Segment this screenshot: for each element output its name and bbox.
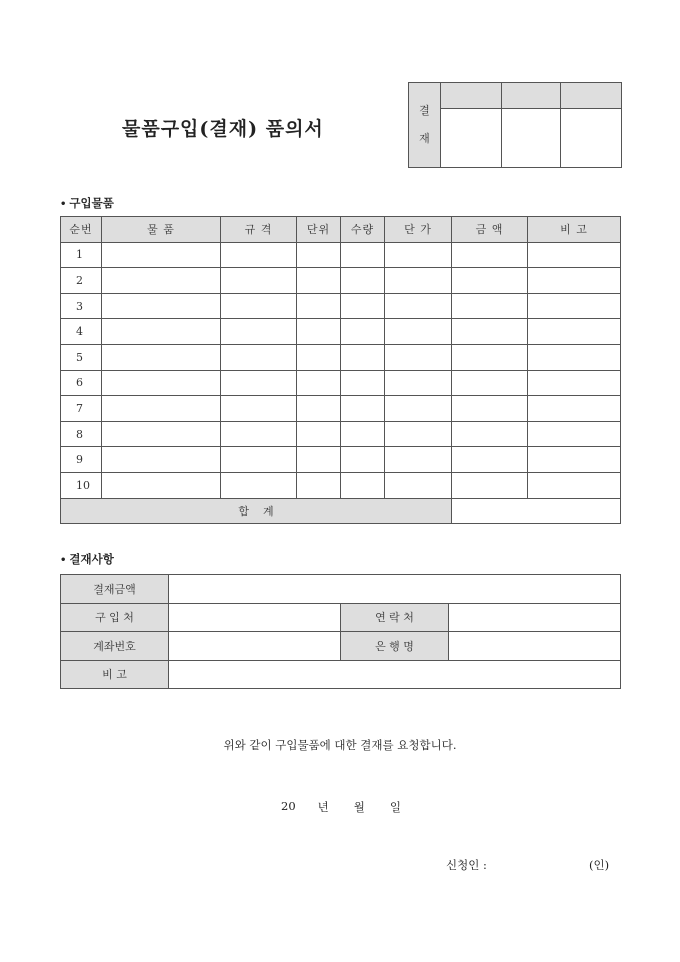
remarks-cell[interactable] — [528, 472, 621, 498]
item-cell[interactable] — [102, 447, 221, 473]
item-cell[interactable] — [102, 421, 221, 447]
qty-cell[interactable] — [341, 472, 385, 498]
item-cell[interactable] — [102, 472, 221, 498]
section-items-label: 구입물품 — [69, 196, 114, 210]
unit-cell[interactable] — [297, 421, 341, 447]
unit-cell[interactable] — [297, 293, 341, 319]
unit-price-cell[interactable] — [385, 344, 452, 370]
qty-cell[interactable] — [341, 319, 385, 345]
qty-cell[interactable] — [341, 268, 385, 294]
total-amount-cell[interactable] — [452, 498, 621, 524]
amount-cell[interactable] — [452, 447, 528, 473]
item-cell[interactable] — [102, 344, 221, 370]
remarks-cell[interactable] — [528, 396, 621, 422]
amount-cell[interactable] — [452, 370, 528, 396]
table-row — [61, 293, 621, 319]
unit-price-cell[interactable] — [385, 370, 452, 396]
applicant-label: 신청인 : — [446, 858, 487, 872]
table-row — [61, 268, 621, 294]
remarks-cell[interactable] — [528, 370, 621, 396]
amount-field[interactable] — [169, 575, 621, 604]
info-row-account — [61, 632, 621, 661]
table-row — [61, 370, 621, 396]
col-header-no: 순번 — [61, 217, 102, 243]
approver-title-cell-3[interactable] — [561, 83, 622, 109]
amount-cell[interactable] — [452, 242, 528, 268]
date-day-label: 일 — [389, 800, 401, 814]
col-header-remarks: 비 고 — [528, 217, 621, 243]
spec-cell[interactable] — [221, 447, 297, 473]
unit-cell[interactable] — [297, 268, 341, 294]
spec-cell[interactable] — [221, 472, 297, 498]
spec-cell[interactable] — [221, 268, 297, 294]
request-statement: 위와 같이 구입물품에 대한 결재를 요청합니다. — [223, 738, 457, 752]
unit-price-cell[interactable] — [385, 447, 452, 473]
qty-cell[interactable] — [341, 370, 385, 396]
remarks-cell[interactable] — [528, 242, 621, 268]
contact-field[interactable] — [449, 603, 621, 632]
unit-cell[interactable] — [297, 370, 341, 396]
bank-field[interactable] — [449, 632, 621, 661]
qty-cell[interactable] — [341, 344, 385, 370]
unit-price-cell[interactable] — [385, 293, 452, 319]
col-header-unit: 단위 — [297, 217, 341, 243]
remarks-cell[interactable] — [528, 268, 621, 294]
qty-cell[interactable] — [341, 421, 385, 447]
items-header-row — [61, 217, 621, 243]
row-number: 6 — [61, 370, 102, 396]
total-label: 합 계 — [61, 498, 452, 524]
unit-price-cell[interactable] — [385, 472, 452, 498]
unit-cell[interactable] — [297, 472, 341, 498]
date-day-blank[interactable] — [365, 799, 390, 815]
col-header-item: 물 품 — [102, 217, 221, 243]
info-row-remarks — [61, 660, 621, 689]
unit-cell[interactable] — [297, 344, 341, 370]
qty-cell[interactable] — [341, 447, 385, 473]
table-row — [61, 344, 621, 370]
approval-label-bottom: 재 — [419, 132, 430, 145]
approval-label — [409, 83, 441, 168]
date-month-label: 월 — [353, 800, 365, 814]
contact-label: 연 락 처 — [341, 603, 449, 632]
remarks-field[interactable] — [169, 660, 621, 689]
item-cell[interactable] — [102, 370, 221, 396]
qty-cell[interactable] — [341, 396, 385, 422]
spec-cell[interactable] — [221, 293, 297, 319]
account-field[interactable] — [169, 632, 341, 661]
remarks-cell[interactable] — [528, 421, 621, 447]
bullet-icon: • — [60, 199, 67, 210]
unit-cell[interactable] — [297, 319, 341, 345]
col-header-qty: 수량 — [341, 217, 385, 243]
table-row — [61, 319, 621, 345]
remarks-cell[interactable] — [528, 293, 621, 319]
table-row — [61, 421, 621, 447]
unit-price-cell[interactable] — [385, 421, 452, 447]
remarks-label: 비 고 — [61, 660, 169, 689]
row-number: 8 — [61, 421, 102, 447]
unit-cell[interactable] — [297, 242, 341, 268]
seal-mark: (인) — [589, 858, 610, 872]
amount-cell[interactable] — [452, 344, 528, 370]
unit-cell[interactable] — [297, 396, 341, 422]
unit-price-cell[interactable] — [385, 396, 452, 422]
table-row — [61, 472, 621, 498]
account-label: 계좌번호 — [61, 632, 169, 661]
row-number: 3 — [61, 293, 102, 319]
date-year-label: 년 — [317, 800, 329, 814]
amount-cell[interactable] — [452, 396, 528, 422]
amount-cell[interactable] — [452, 268, 528, 294]
section-approval-label: 결재사항 — [69, 552, 114, 566]
spec-cell[interactable] — [221, 242, 297, 268]
qty-cell[interactable] — [341, 242, 385, 268]
date-year-blank[interactable] — [296, 799, 318, 815]
total-row — [61, 498, 621, 524]
amount-cell[interactable] — [452, 421, 528, 447]
amount-cell[interactable] — [452, 472, 528, 498]
unit-cell[interactable] — [297, 447, 341, 473]
item-cell[interactable] — [102, 242, 221, 268]
unit-price-cell[interactable] — [385, 268, 452, 294]
date-year-prefix: 20 — [281, 799, 296, 813]
approval-info-table — [60, 574, 621, 689]
spec-cell[interactable] — [221, 370, 297, 396]
info-row-amount — [61, 575, 621, 604]
spec-cell[interactable] — [221, 344, 297, 370]
unit-price-cell[interactable] — [385, 319, 452, 345]
remarks-cell[interactable] — [528, 344, 621, 370]
approver-title-cell-2[interactable] — [501, 83, 561, 109]
table-row — [61, 447, 621, 473]
bullet-icon: • — [60, 555, 67, 566]
remarks-cell[interactable] — [528, 319, 621, 345]
item-cell[interactable] — [102, 319, 221, 345]
approval-label-top: 결 — [419, 104, 430, 117]
section-items-heading — [60, 195, 114, 211]
row-number: 1 — [61, 242, 102, 268]
amount-cell[interactable] — [452, 293, 528, 319]
col-header-amount: 금 액 — [452, 217, 528, 243]
row-number: 4 — [61, 319, 102, 345]
info-row-vendor — [61, 603, 621, 632]
approval-signature-box — [408, 82, 622, 168]
qty-cell[interactable] — [341, 293, 385, 319]
amount-label: 결재금액 — [61, 575, 169, 604]
spec-cell[interactable] — [221, 421, 297, 447]
vendor-field[interactable] — [169, 603, 341, 632]
section-approval-heading — [60, 551, 114, 567]
item-cell[interactable] — [102, 396, 221, 422]
row-number: 7 — [61, 396, 102, 422]
bank-label: 은 행 명 — [341, 632, 449, 661]
item-cell[interactable] — [102, 268, 221, 294]
spec-cell[interactable] — [221, 319, 297, 345]
row-number: 10 — [61, 472, 102, 498]
unit-price-cell[interactable] — [385, 242, 452, 268]
page-title: 물품구입(결재) 품의서 — [122, 118, 324, 140]
date-line — [281, 799, 401, 815]
approver-sign-cell-3[interactable] — [561, 109, 622, 168]
spec-cell[interactable] — [221, 396, 297, 422]
items-table — [60, 216, 621, 524]
approver-sign-cell-2[interactable] — [501, 109, 561, 168]
approver-sign-cell-1[interactable] — [440, 109, 501, 168]
row-number: 2 — [61, 268, 102, 294]
table-row — [61, 396, 621, 422]
approver-title-cell-1[interactable] — [440, 83, 501, 109]
vendor-label: 구 입 처 — [61, 603, 169, 632]
col-header-unit-price: 단 가 — [385, 217, 452, 243]
col-header-spec: 규 격 — [221, 217, 297, 243]
row-number: 9 — [61, 447, 102, 473]
date-month-blank[interactable] — [329, 799, 354, 815]
table-row — [61, 242, 621, 268]
amount-cell[interactable] — [452, 319, 528, 345]
item-cell[interactable] — [102, 293, 221, 319]
row-number: 5 — [61, 344, 102, 370]
remarks-cell[interactable] — [528, 447, 621, 473]
